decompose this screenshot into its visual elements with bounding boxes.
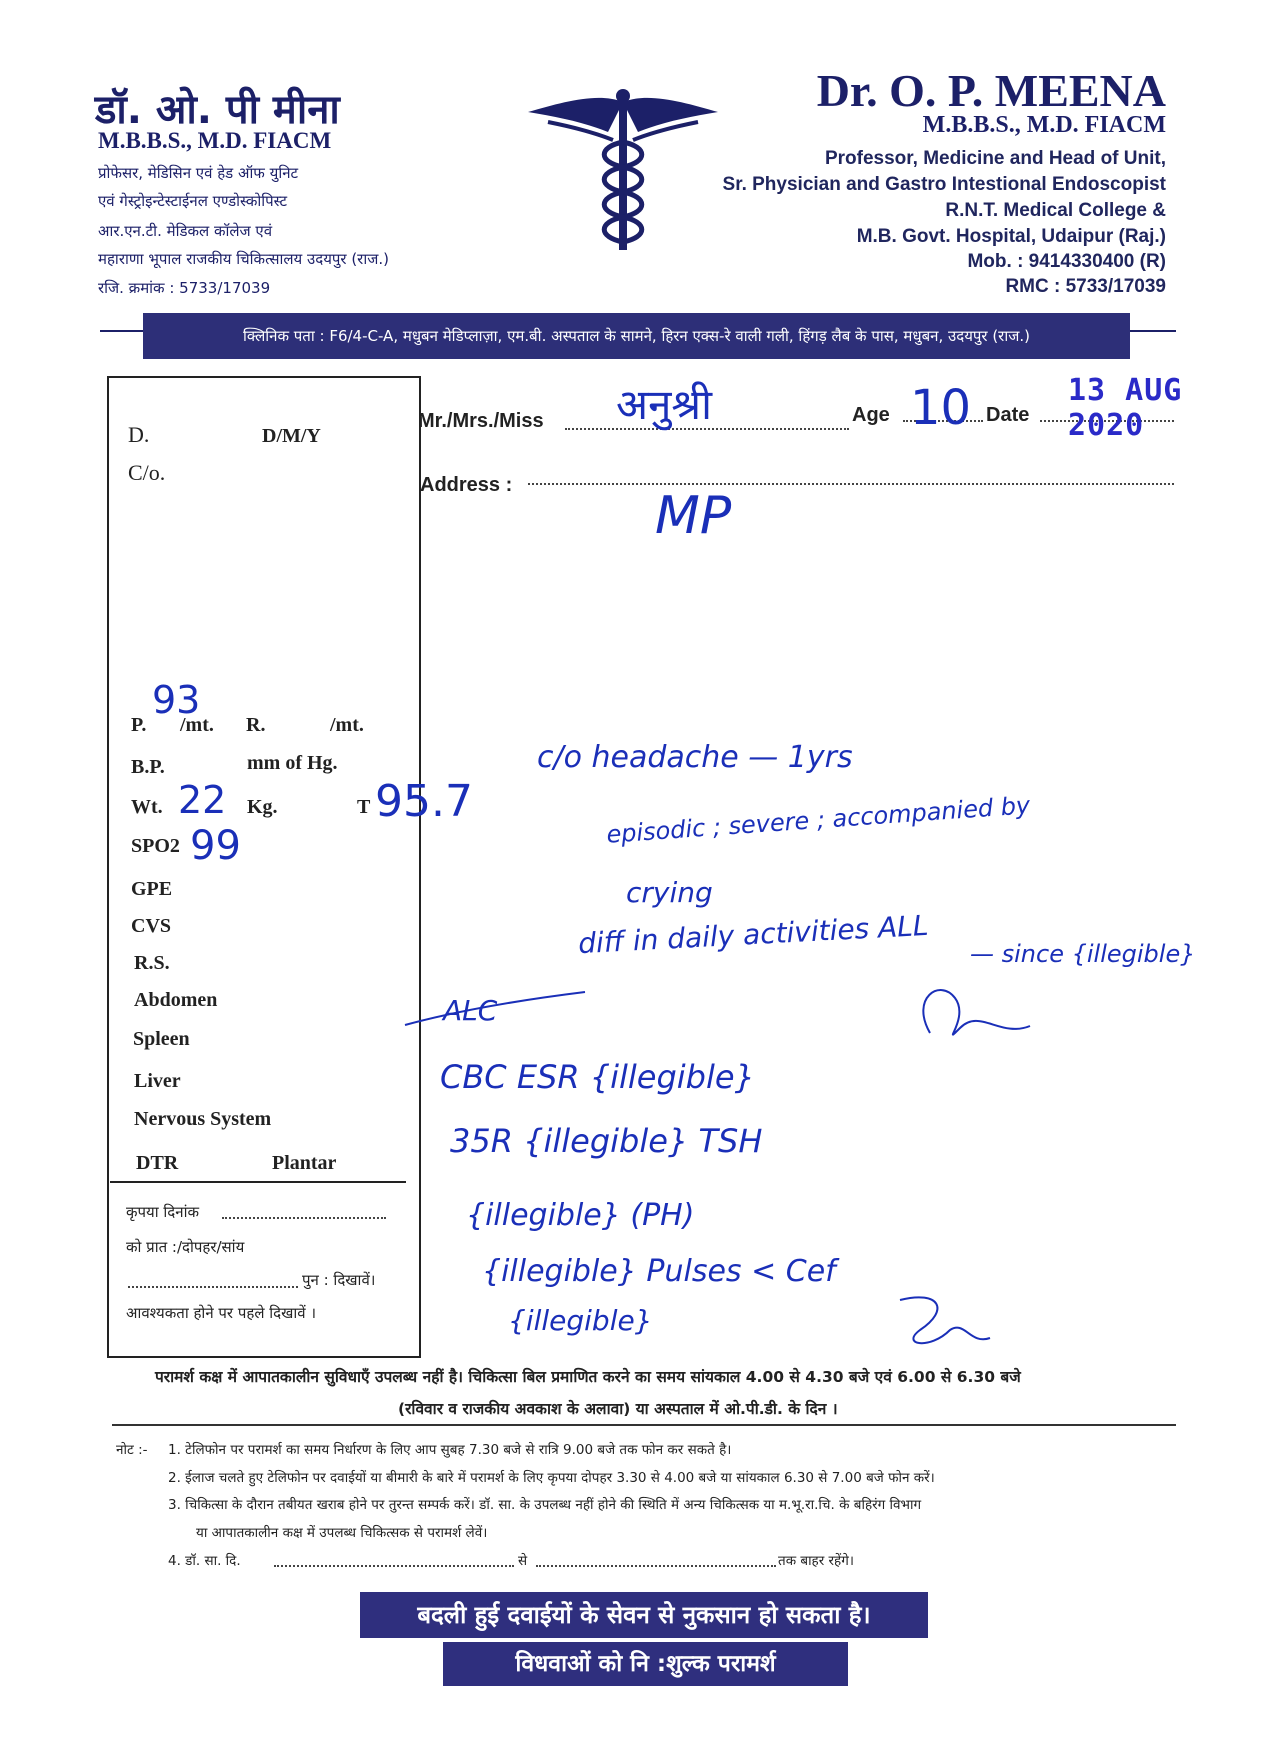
note-line-2: episodic ; severe ; accompanied by [605, 791, 1032, 849]
d-label: D. [128, 422, 150, 447]
hindi-line-2: एवं गेस्ट्रोइन्टेस्टाईनल एण्डोस्कोपिस्ट [98, 192, 288, 210]
doctor-degree-hindi-side: M.B.B.S., M.D. FIACM [98, 128, 332, 153]
followup-date-blank[interactable] [222, 1217, 386, 1219]
note-line-7: CBC ESR {illegible} [440, 1058, 755, 1096]
hindi-line-3: आर.एन.टी. मेडिकल कॉलेज एवं [98, 222, 273, 240]
doctor-degree-english: M.B.B.S., M.D. FIACM [922, 112, 1166, 138]
english-line-4: M.B. Govt. Hospital, Udaipur (Raj.) [856, 226, 1166, 247]
temp-value: 95.7 [375, 776, 473, 827]
note-4b: से [518, 1553, 528, 1569]
note-line-4: diff in daily activities ALL [577, 908, 930, 961]
plantar-label: Plantar [272, 1152, 337, 1174]
weight-value: 22 [178, 778, 227, 822]
resp-label: R. [246, 714, 266, 736]
followup-divider [110, 1181, 406, 1183]
followup-time-blank[interactable] [128, 1286, 298, 1288]
note-3: 3. चिकित्सा के दौरान तबीयत खराब होने पर तुरन्त सम्पर्क करें। डॉ. सा. के उपलब्ध नहीं होने की स्थिति में अन्य चिकित्सक या म.भू.रा.चि. के बहिरंग विभाग [168, 1497, 922, 1513]
english-line-2: Sr. Physician and Gastro Intestional Endoscopist [722, 174, 1166, 195]
english-line-3: R.N.T. Medical College & [945, 200, 1166, 221]
note-line-3: crying [626, 876, 713, 909]
followup-line-3: पुन : दिखावें। [302, 1271, 376, 1289]
note-line-10: {illegible} Pulses < Cef [482, 1254, 836, 1289]
followup-line-4: आवश्यकता होने पर पहले दिखावें । [126, 1304, 317, 1322]
clinic-address-band [143, 313, 1130, 359]
absence-to-blank[interactable] [536, 1565, 776, 1567]
date-stamp: 13 AUG 2020 [1068, 373, 1183, 443]
underline-stroke [400, 980, 590, 1030]
patient-age-value: 10 [910, 380, 972, 436]
signature-mark-2 [890, 1290, 1000, 1360]
spo2-value: 99 [190, 823, 241, 869]
note-4c: तक बाहर रहेंगे। [778, 1553, 854, 1569]
followup-line-2: को प्रात :/दोपहर/सांय [126, 1238, 245, 1256]
warning-banner: बदली हुई दवाईयों के सेवन से नुकसान हो सकता है। [360, 1592, 928, 1638]
dtr-label: DTR [136, 1152, 179, 1174]
resp-unit: /mt. [330, 714, 364, 736]
disclaimer-line-2: (रविवार व राजकीय अवकाश के अलावा) या अस्पताल में ओ.पी.डी. के दिन । [398, 1400, 838, 1418]
note-1: 1. टेलिफोन पर परामर्श का समय निर्धारण के लिए आप सुबह 7.30 बजे से रात्रि 9.00 बजे तक फोन कर सकते है। [168, 1442, 732, 1458]
patient-address-value: MP [655, 486, 732, 546]
date-label: Date [986, 404, 1030, 426]
bp-label: B.P. [131, 756, 165, 778]
doctor-name-english: Dr. O. P. MEENA [816, 65, 1166, 116]
bp-unit: mm of Hg. [247, 752, 338, 774]
registration-number-hindi: रजि. क्रमांक : 5733/17039 [98, 279, 271, 297]
note-line-1: c/o headache — 1yrs [537, 740, 853, 775]
age-label: Age [852, 404, 890, 426]
pulse-label: P. [131, 714, 147, 736]
signature-mark-1 [900, 978, 1040, 1058]
note-prefix: नोट :- [116, 1442, 148, 1458]
clinic-address: क्लिनिक पता : F6/4-C-A, मधुबन मेडिप्लाज़ा, एम.बी. अस्पताल के सामने, हिरन एक्स-रे वाली गली, हिंगड़ लैब के पास, मधुबन, उदयपुर (राज.) [243, 327, 1030, 345]
free-consultation-banner: विधवाओं को नि :शुल्क परामर्श [443, 1642, 848, 1686]
exam-spleen: Spleen [133, 1028, 190, 1050]
note-line-6: ALC [443, 994, 498, 1027]
exam-nervous-system: Nervous System [134, 1108, 272, 1130]
temp-label: T [357, 796, 371, 818]
doctor-name-hindi: डॉ. ओ. पी मीना [95, 87, 340, 133]
note-line-9: {illegible} (PH) [466, 1198, 695, 1233]
address-blank[interactable] [528, 483, 1174, 485]
exam-cvs: CVS [131, 915, 172, 937]
exam-abdomen: Abdomen [134, 989, 218, 1011]
note-3-cont: या आपातकालीन कक्ष में उपलब्ध चिकित्सक से परामर्श लेवें। [196, 1525, 488, 1541]
caduceus-icon [528, 82, 718, 262]
name-label: Mr./Mrs./Miss [418, 410, 544, 432]
note-4a: 4. डॉ. सा. दि. [168, 1553, 241, 1569]
note-2: 2. ईलाज चलते हुए टेलिफोन पर दवाईयों या बीमारी के बारे में परामर्श के लिए कृपया दोपहर 3.30 से 4.00 बजे या सांयकाल 6.30 से 7.00 बजे फोन करें। [168, 1470, 935, 1486]
dmy-label: D/M/Y [262, 425, 321, 447]
wt-label: Wt. [131, 796, 163, 818]
pulse-unit: /mt. [180, 714, 214, 736]
exam-gpe: GPE [131, 878, 173, 900]
mobile-number: Mob. : 9414330400 (R) [967, 251, 1166, 272]
hindi-line-1: प्रोफेसर, मेडिसिन एवं हेड ऑफ युनिट [98, 164, 299, 182]
exam-rs: R.S. [134, 952, 170, 974]
note-line-8: 35R {illegible} TSH [450, 1122, 763, 1160]
bottom-divider [112, 1424, 1176, 1426]
spo2-label: SPO2 [131, 835, 180, 857]
wt-unit: Kg. [247, 796, 278, 818]
absence-from-blank[interactable] [274, 1565, 514, 1567]
address-label: Address : [420, 474, 513, 496]
disclaimer-line-1: परामर्श कक्ष में आपातकालीन सुविधाएँ उपलब्ध नहीं है। चिकित्सा बिल प्रमाणित करने का समय सांयकाल 4.00 से 4.30 बजे एवं 6.00 से 6.30 बजे [155, 1368, 1021, 1386]
english-line-1: Professor, Medicine and Head of Unit, [824, 148, 1166, 169]
exam-liver: Liver [134, 1070, 181, 1092]
patient-name-value: अनुश्री [616, 380, 713, 429]
note-line-11: {illegible} [508, 1304, 653, 1337]
hindi-line-4: महाराणा भूपाल राजकीय चिकित्सालय उदयपुर (राज.) [98, 250, 389, 268]
co-label: C/o. [128, 460, 166, 485]
rmc-number: RMC : 5733/17039 [1005, 276, 1166, 297]
followup-line-1: कृपया दिनांक [126, 1203, 199, 1221]
pulse-value: 93 [152, 678, 201, 722]
note-line-5: — since {illegible} [970, 940, 1196, 968]
